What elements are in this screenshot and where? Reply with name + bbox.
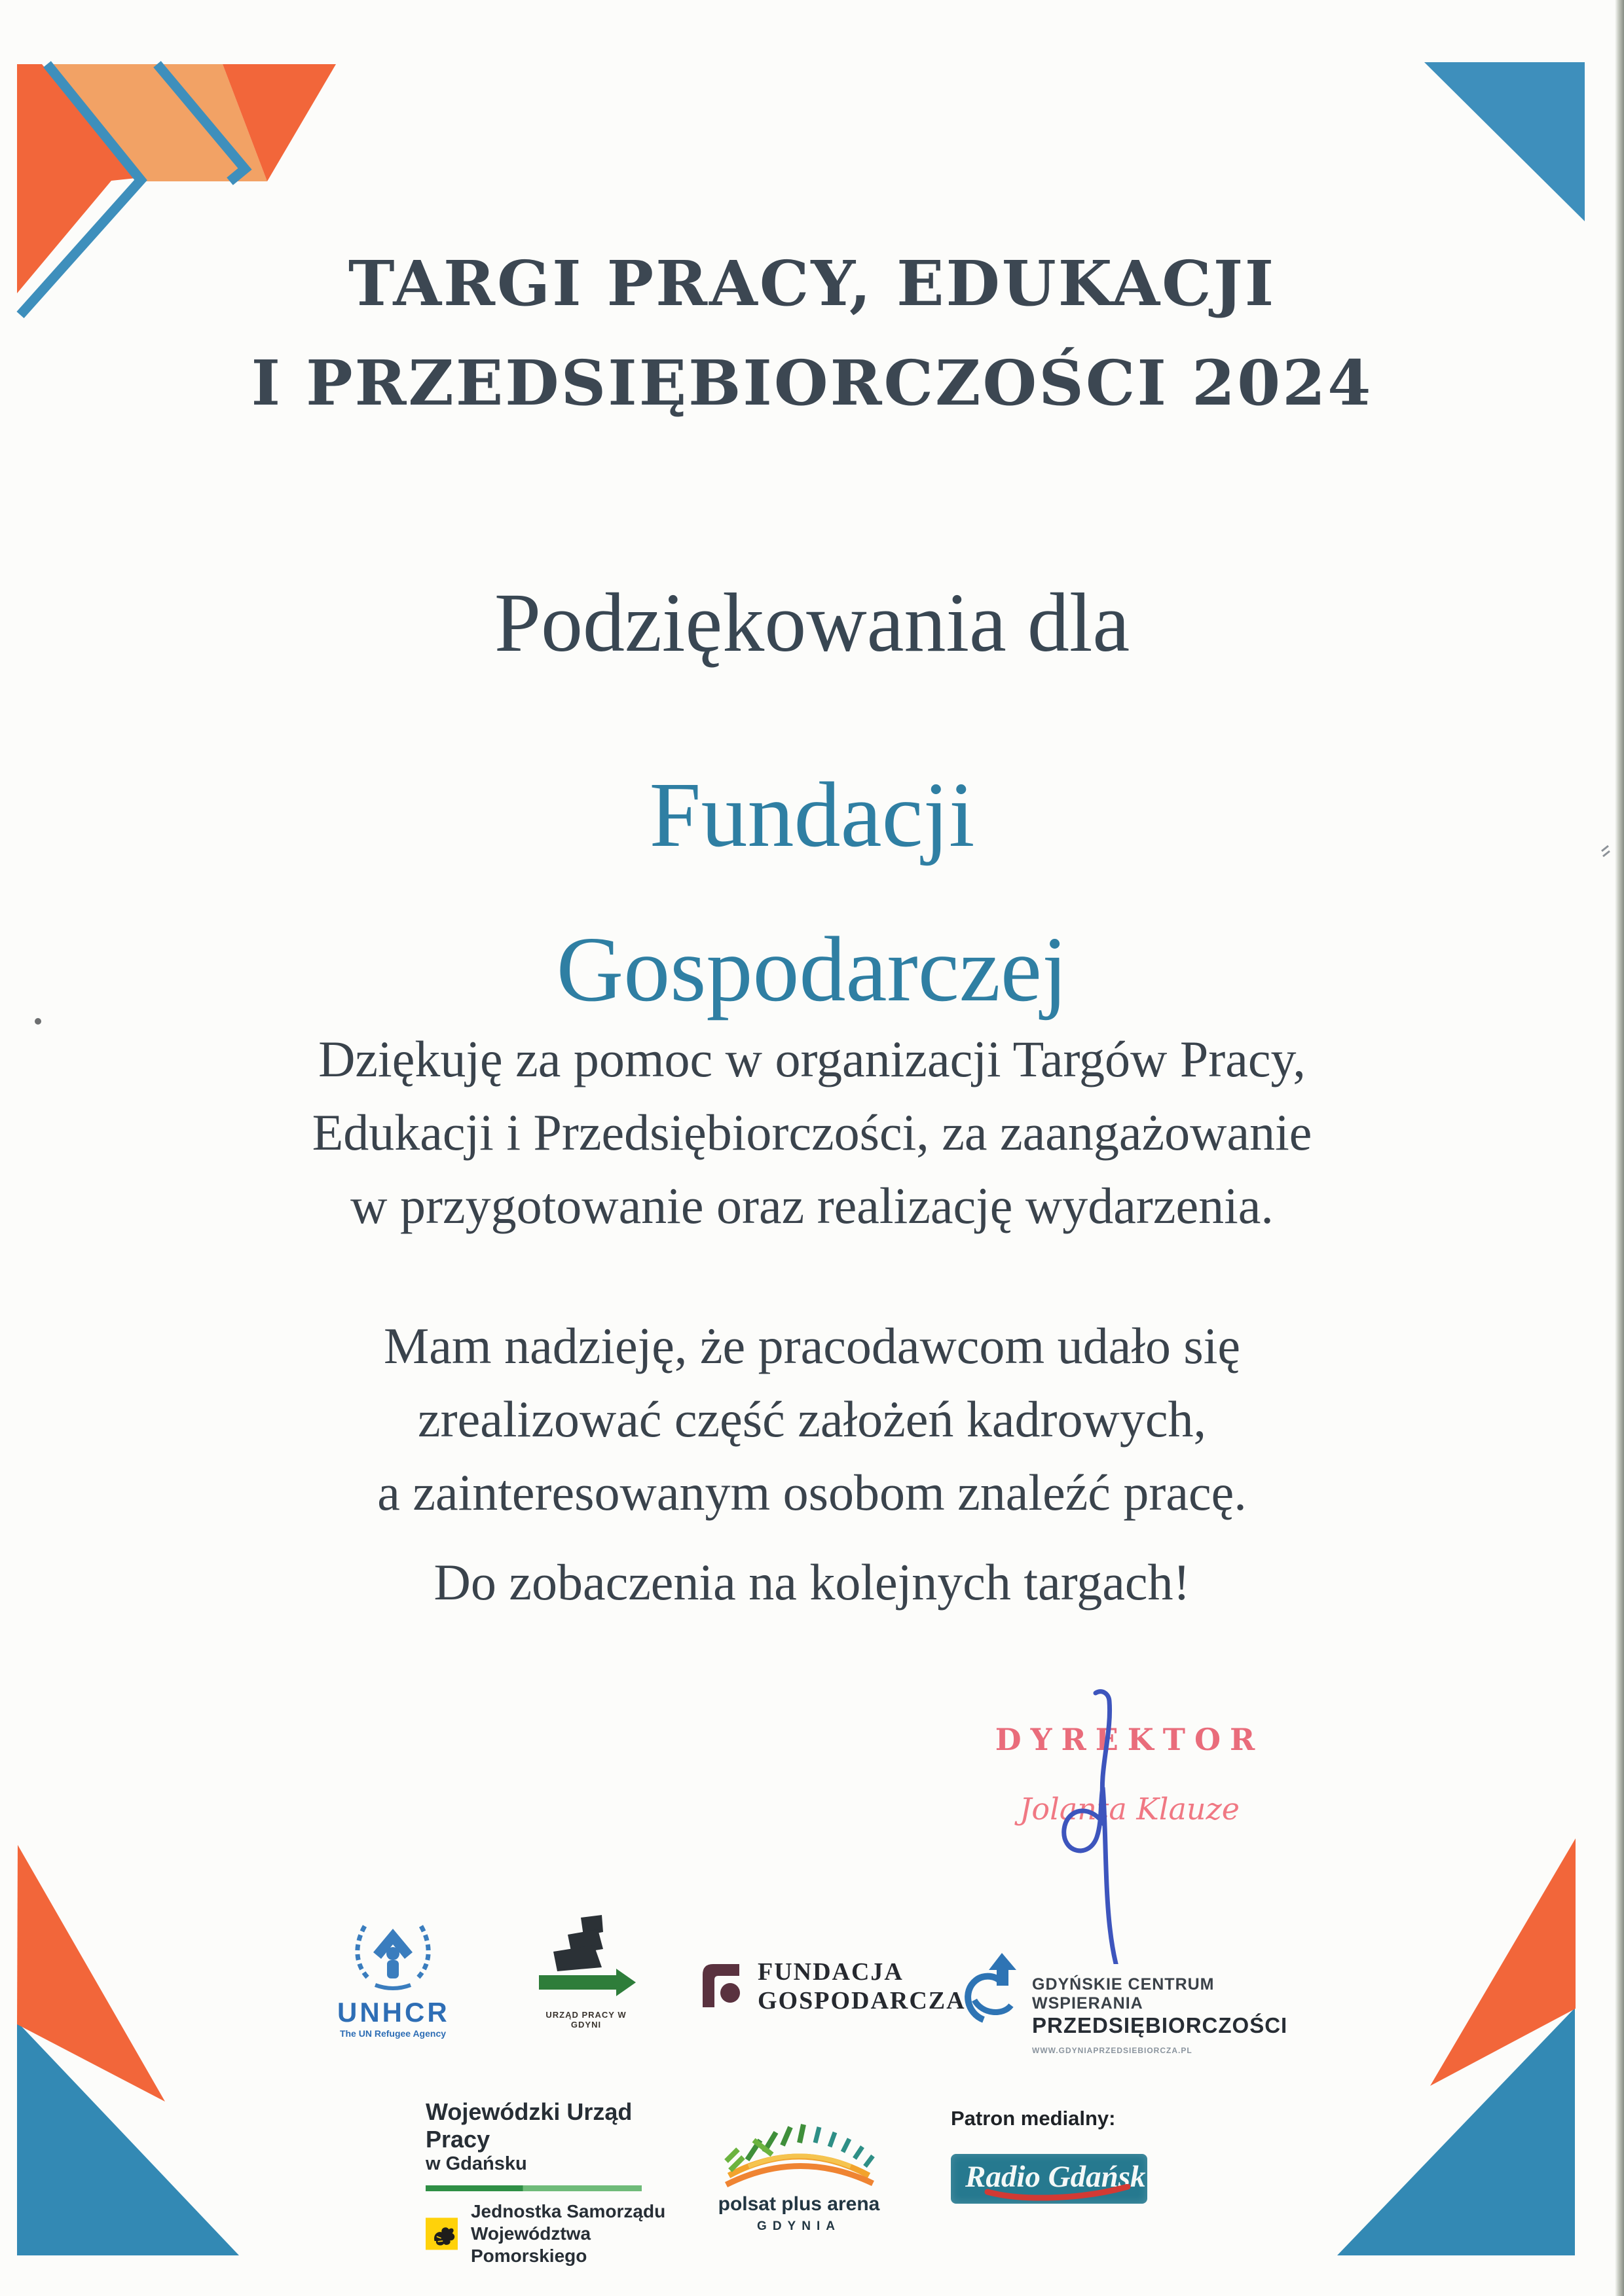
logo-wup-gdansk: [426, 2098, 674, 2267]
fg-symbol-icon: [697, 1959, 747, 2011]
logo-fundacja-gospodarcza: [697, 1958, 966, 2015]
radio-swoosh-icon: [982, 2184, 1133, 2202]
green-arrow-icon: [539, 1969, 636, 1996]
paragraph-thanks: [0, 1023, 1624, 1243]
arena-roof-icon: [717, 2118, 881, 2190]
corner-sail-left-icon: [17, 1845, 239, 2255]
patron-label: Patron medialny:: [951, 2107, 1116, 2130]
fg-name-line1: FUNDACJA: [758, 1958, 904, 1986]
fg-name-line2: GOSPODARCZA: [758, 1987, 966, 2014]
event-title-line2: I PRZEDSIĘBIORCZOŚCI 2024: [251, 347, 1373, 420]
closing-text: Do zobaczenia na kolejnych targach!: [434, 1554, 1190, 1611]
ship-caption: URZĄD PRACY W GDYNI: [545, 2010, 627, 2030]
radio-gdansk-wordmark: Radio Gdańsk: [965, 2160, 1146, 2194]
recipient-name-line2: Gospodarczej: [556, 917, 1068, 1021]
corner-triangle-icon: [1424, 62, 1585, 221]
logo-polsat-arena: [707, 2118, 891, 2234]
wup-divider-line: [426, 2185, 642, 2191]
unhcr-emblem-icon: [344, 1912, 442, 1994]
logo-urzad-pracy-gdynia: [530, 1915, 642, 2030]
radio-gdansk-logo: [951, 2154, 1147, 2204]
ship-sails-icon: [534, 1915, 638, 2007]
wup-name-line2: w Gdańsku: [426, 2153, 527, 2174]
scan-edge-shadow: [1615, 0, 1624, 2296]
paragraph-thanks-line2: Edukacji i Przedsiębiorczości, za zaangażowanie: [312, 1104, 1312, 1161]
logo-gcwp: [961, 1948, 1288, 2055]
unhcr-wordmark: UNHCR: [337, 1997, 450, 2028]
logo-unhcr: [337, 1912, 449, 2039]
stamp-title-text: DYREKTOR: [995, 1722, 1264, 1757]
paragraph-thanks-line1: Dziękuję za pomoc w organizacji Targów Pracy,: [318, 1030, 1306, 1087]
wup-name-line1: Wojewódzki Urząd Pracy: [426, 2098, 633, 2153]
paragraph-hope: [0, 1309, 1624, 1529]
gcwp-name-line2: PRZEDSIĘBIORCZOŚCI: [1032, 2013, 1288, 2037]
stamp-name-text: Jolanta Klauze: [1019, 1791, 1240, 1827]
arena-name-line2: GDYNIA: [757, 2219, 841, 2233]
corner-sail-right-icon: [1337, 1838, 1576, 2255]
paragraph-hope-line3: a zainteresowanym osobom znaleźć pracę.: [377, 1464, 1247, 1521]
event-title-line1: TARGI PRACY, EDUKACJI: [348, 247, 1276, 320]
paragraph-thanks-line3: w przygotowanie oraz realizację wydarzenia.: [350, 1177, 1274, 1234]
greeting-text: Podziękowania dla: [494, 576, 1130, 669]
signature-scribble-icon: [1022, 1663, 1218, 1964]
event-title: [0, 234, 1624, 433]
griffin-crest-icon: [426, 2215, 458, 2253]
gcwp-url: WWW.GDYNIAPRZEDSIEBIORCZA.PL: [1032, 2046, 1192, 2055]
unhcr-tagline: The UN Refugee Agency: [339, 2028, 447, 2039]
media-patron-block: [951, 2107, 1187, 2194]
wup-unit-line2: Województwa Pomorskiego: [470, 2223, 591, 2266]
recipient-name-line1: Fundacji: [649, 763, 975, 866]
gcwp-name-line1: GDYŃSKIE CENTRUM WSPIERANIA: [1032, 1975, 1215, 2013]
paragraph-hope-line2: zrealizować część założeń kadrowych,: [418, 1391, 1206, 1448]
paragraph-hope-line1: Mam nadzieję, że pracodawcom udało się: [383, 1317, 1241, 1374]
arena-name-line1: polsat plus arena: [718, 2193, 880, 2215]
gcwp-arrow-icon: [961, 1948, 1022, 2025]
wup-unit-line1: Jednostka Samorządu: [470, 2201, 666, 2221]
